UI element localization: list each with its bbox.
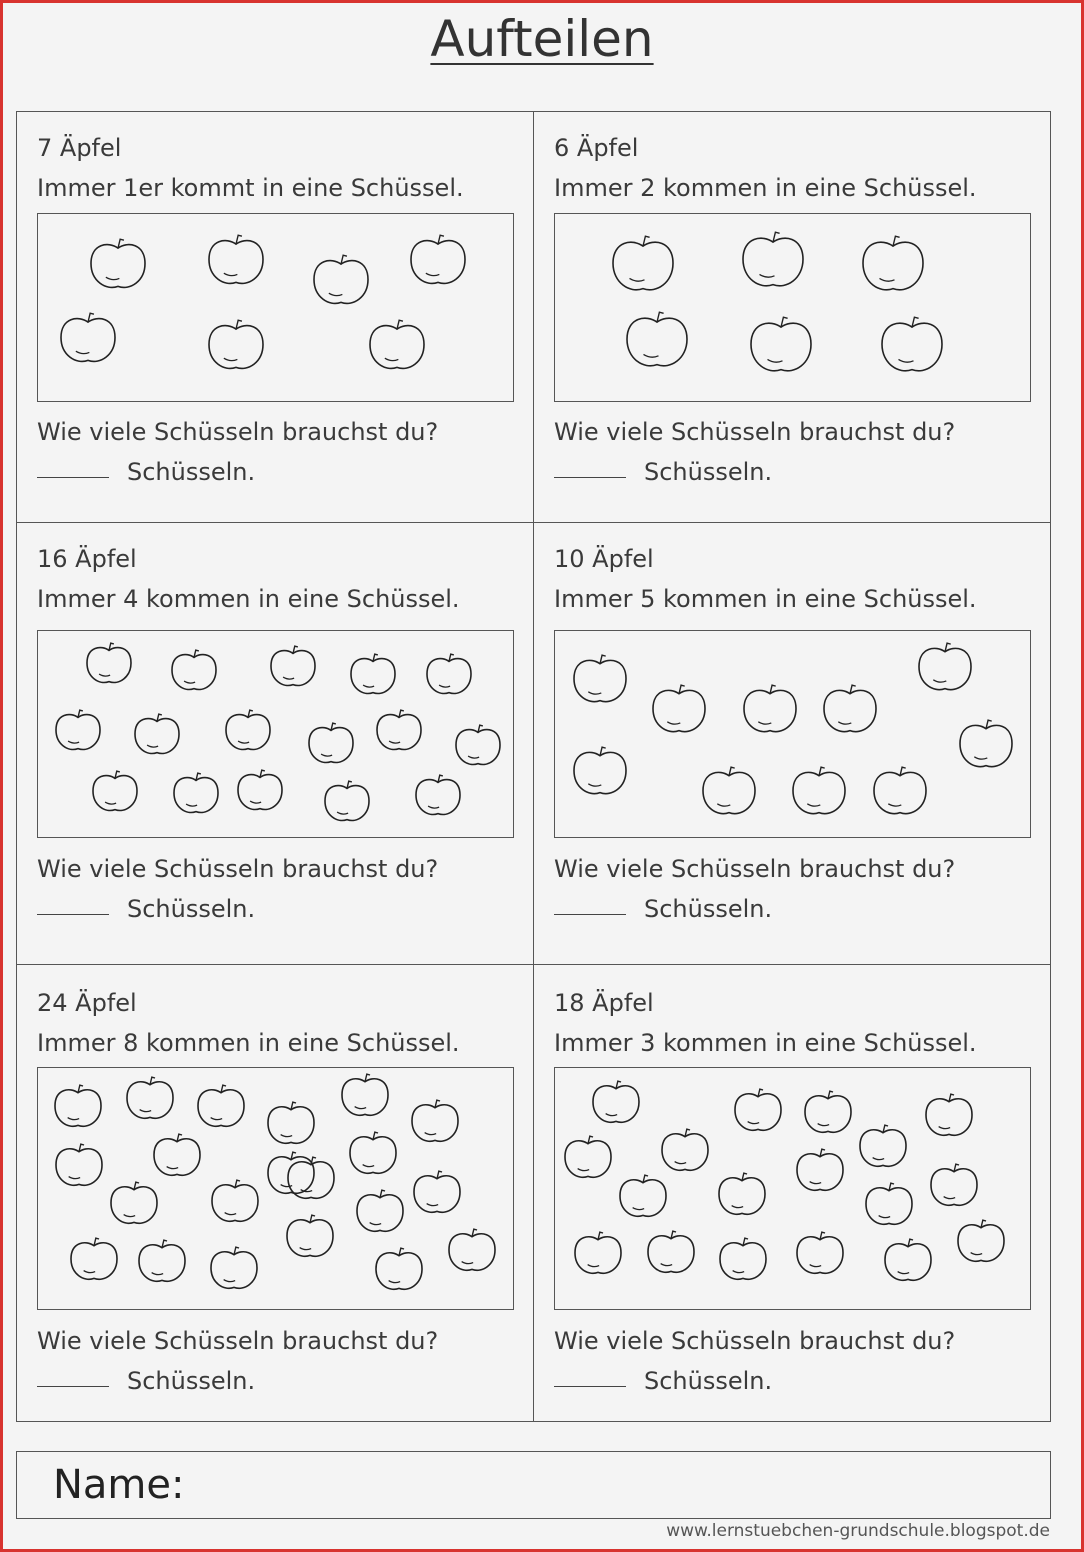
answer-line[interactable] — [554, 895, 772, 923]
apple-icon — [209, 320, 263, 368]
task-question: Wie viele Schüsseln brauchst du? — [37, 1327, 439, 1355]
apple-icon — [414, 1171, 460, 1212]
task-rule: Immer 1er kommt in eine Schüssel. — [37, 174, 464, 202]
task-rule: Immer 5 kommen in eine Schüssel. — [554, 585, 977, 613]
apple-box — [554, 1067, 1031, 1310]
apple-box — [37, 630, 514, 838]
apple-icon — [743, 232, 803, 286]
apple-box — [554, 630, 1031, 838]
apple-icon — [342, 1074, 388, 1115]
apple-icon — [377, 710, 421, 749]
apple-icon — [288, 1157, 334, 1198]
answer-line[interactable] — [554, 1367, 772, 1395]
apple-icon — [412, 1100, 458, 1141]
apple-icon — [719, 1173, 765, 1214]
task-apples-label: 7 Äpfel — [37, 134, 122, 162]
task-6 — [533, 964, 1051, 1422]
task-3 — [16, 522, 534, 965]
task-rule: Immer 3 kommen in eine Schüssel. — [554, 1029, 977, 1057]
apple-icon — [111, 1182, 157, 1223]
apple-icon — [268, 1102, 314, 1143]
answer-blank[interactable] — [554, 913, 626, 915]
answer-line[interactable] — [37, 895, 255, 923]
task-question: Wie viele Schüsseln brauchst du? — [554, 1327, 956, 1355]
task-apples-label: 10 Äpfel — [554, 545, 654, 573]
apple-icon — [55, 1085, 101, 1126]
apple-icon — [863, 236, 923, 290]
apple-icon — [744, 685, 796, 731]
answer-blank[interactable] — [554, 476, 626, 478]
apple-icon — [238, 770, 282, 809]
apple-icon — [309, 723, 353, 762]
apple-icon — [574, 655, 626, 701]
name-field[interactable] — [16, 1451, 1051, 1519]
apple-icon — [797, 1232, 843, 1273]
apple-icon — [703, 767, 755, 813]
apple-icon — [139, 1240, 185, 1281]
apples-drawing — [38, 1068, 515, 1311]
apple-icon — [885, 1239, 931, 1280]
apples-drawing — [38, 214, 515, 403]
answer-unit: Schüsseln. — [644, 895, 773, 923]
answer-blank[interactable] — [37, 476, 109, 478]
apple-icon — [919, 643, 971, 689]
apples-drawing — [38, 631, 515, 839]
task-5 — [16, 964, 534, 1422]
apple-icon — [154, 1134, 200, 1175]
apple-icon — [91, 239, 145, 287]
apple-icon — [211, 1247, 257, 1288]
apple-icon — [751, 317, 811, 371]
task-rule: Immer 8 kommen in eine Schüssel. — [37, 1029, 460, 1057]
apple-icon — [172, 650, 216, 689]
apple-icon — [653, 685, 705, 731]
apple-icon — [449, 1229, 495, 1270]
apple-icon — [226, 710, 270, 749]
task-question: Wie viele Schüsseln brauchst du? — [37, 855, 439, 883]
apples-drawing — [555, 214, 1032, 403]
task-rule: Immer 2 kommen in eine Schüssel. — [554, 174, 977, 202]
apple-box — [37, 1067, 514, 1310]
apples-drawing — [555, 631, 1032, 839]
apple-icon — [135, 714, 179, 753]
apple-icon — [613, 236, 673, 290]
apple-icon — [325, 781, 369, 820]
apple-icon — [620, 1175, 666, 1216]
apple-icon — [427, 654, 471, 693]
answer-blank[interactable] — [37, 913, 109, 915]
apple-icon — [735, 1089, 781, 1130]
apple-icon — [376, 1248, 422, 1289]
apple-icon — [793, 767, 845, 813]
apple-icon — [565, 1136, 611, 1177]
answer-unit: Schüsseln. — [644, 1367, 773, 1395]
apple-icon — [958, 1220, 1004, 1261]
answer-unit: Schüsseln. — [127, 458, 256, 486]
page-title: Aufteilen — [430, 10, 654, 68]
apple-icon — [209, 235, 263, 283]
apple-icon — [287, 1215, 333, 1256]
apple-icon — [350, 1132, 396, 1173]
apple-icon — [357, 1190, 403, 1231]
answer-unit: Schüsseln. — [127, 1367, 256, 1395]
task-1 — [16, 111, 534, 523]
apple-icon — [61, 313, 115, 361]
apple-icon — [87, 643, 131, 682]
apple-icon — [627, 312, 687, 366]
apple-icon — [797, 1149, 843, 1190]
apple-icon — [456, 725, 500, 764]
apple-icon — [268, 1152, 314, 1193]
footer-url: www.lernstuebchen-grundschule.blogspot.de — [666, 1521, 1050, 1541]
answer-unit: Schüsseln. — [644, 458, 773, 486]
task-4 — [533, 522, 1051, 965]
apple-icon — [198, 1085, 244, 1126]
apple-icon — [351, 654, 395, 693]
task-apples-label: 18 Äpfel — [554, 989, 654, 1017]
name-label: Name: — [53, 1462, 185, 1508]
apple-icon — [56, 710, 100, 749]
apple-icon — [71, 1238, 117, 1279]
apple-icon — [860, 1125, 906, 1166]
apple-icon — [575, 1232, 621, 1273]
apple-icon — [174, 773, 218, 812]
task-grid — [16, 111, 1051, 1422]
answer-unit: Schüsseln. — [127, 895, 256, 923]
task-question: Wie viele Schüsseln brauchst du? — [554, 418, 956, 446]
apple-icon — [926, 1094, 972, 1135]
apple-icon — [648, 1231, 694, 1272]
apple-icon — [882, 317, 942, 371]
apple-box — [37, 213, 514, 402]
apple-icon — [960, 720, 1012, 766]
apple-icon — [271, 646, 315, 685]
apple-icon — [720, 1238, 766, 1279]
apple-icon — [593, 1081, 639, 1122]
answer-blank[interactable] — [554, 1385, 626, 1387]
task-rule: Immer 4 kommen in eine Schüssel. — [37, 585, 460, 613]
task-apples-label: 6 Äpfel — [554, 134, 639, 162]
apple-icon — [411, 235, 465, 283]
apple-icon — [56, 1144, 102, 1185]
apple-icon — [805, 1091, 851, 1132]
apple-icon — [574, 747, 626, 793]
apple-icon — [370, 320, 424, 368]
apple-icon — [416, 775, 460, 814]
answer-line[interactable] — [554, 458, 772, 486]
apple-icon — [824, 685, 876, 731]
task-question: Wie viele Schüsseln brauchst du? — [37, 418, 439, 446]
task-question: Wie viele Schüsseln brauchst du? — [554, 855, 956, 883]
apple-icon — [93, 771, 137, 810]
apple-icon — [931, 1164, 977, 1205]
apple-icon — [212, 1180, 258, 1221]
task-apples-label: 16 Äpfel — [37, 545, 137, 573]
apple-icon — [866, 1183, 912, 1224]
apple-icon — [127, 1077, 173, 1118]
answer-blank[interactable] — [37, 1385, 109, 1387]
answer-line[interactable] — [37, 1367, 255, 1395]
apple-icon — [662, 1129, 708, 1170]
apple-box — [554, 213, 1031, 402]
task-apples-label: 24 Äpfel — [37, 989, 137, 1017]
answer-line[interactable] — [37, 458, 255, 486]
apples-drawing — [555, 1068, 1032, 1311]
apple-icon — [874, 767, 926, 813]
task-2 — [533, 111, 1051, 523]
apple-icon — [314, 255, 368, 303]
